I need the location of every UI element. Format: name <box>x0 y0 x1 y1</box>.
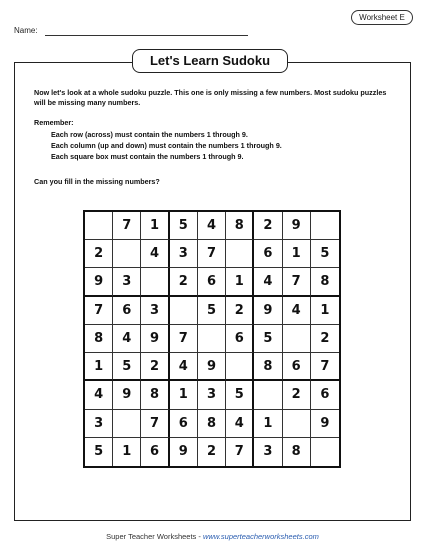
sudoku-cell: 9 <box>283 212 311 240</box>
sudoku-cell: 7 <box>198 240 226 268</box>
sudoku-cell: 3 <box>254 438 282 466</box>
worksheet-badge: Worksheet E <box>351 10 413 25</box>
sudoku-cell: 2 <box>85 240 113 268</box>
page-title: Let's Learn Sudoku <box>132 49 288 73</box>
rule-item: Each square box must contain the numbers 1 through 9. <box>51 152 244 161</box>
sudoku-cell: 2 <box>170 268 198 296</box>
sudoku-empty-cell[interactable] <box>226 240 254 268</box>
sudoku-cell: 4 <box>85 381 113 409</box>
sudoku-cell: 1 <box>85 353 113 381</box>
sudoku-cell: 8 <box>254 353 282 381</box>
sudoku-empty-cell[interactable] <box>113 410 141 438</box>
sudoku-cell: 4 <box>113 325 141 353</box>
question-text: Can you fill in the missing numbers? <box>34 177 160 186</box>
footer-brand: Super Teacher Worksheets <box>106 532 197 541</box>
sudoku-cell: 1 <box>283 240 311 268</box>
sudoku-cell: 1 <box>170 381 198 409</box>
sudoku-cell: 2 <box>283 381 311 409</box>
sudoku-cell: 6 <box>170 410 198 438</box>
sudoku-empty-cell[interactable] <box>283 325 311 353</box>
sudoku-empty-cell[interactable] <box>283 410 311 438</box>
sudoku-cell: 5 <box>170 212 198 240</box>
name-label: Name: <box>14 26 38 35</box>
sudoku-cell: 4 <box>226 410 254 438</box>
sudoku-empty-cell[interactable] <box>198 325 226 353</box>
sudoku-cell: 8 <box>198 410 226 438</box>
sudoku-cell: 6 <box>113 297 141 325</box>
sudoku-cell: 5 <box>113 353 141 381</box>
sudoku-cell: 8 <box>226 212 254 240</box>
footer-url[interactable]: www.superteacherworksheets.com <box>202 532 319 541</box>
sudoku-cell: 2 <box>254 212 282 240</box>
rule-item: Each column (up and down) must contain the numbers 1 through 9. <box>51 141 282 150</box>
intro-text: Now let's look at a whole sudoku puzzle. This one is only missing a few numbers. Most sudoku puzzles will be missing many numbers. <box>34 88 387 107</box>
sudoku-cell: 9 <box>254 297 282 325</box>
sudoku-cell: 9 <box>113 381 141 409</box>
rules-list <box>51 129 282 162</box>
sudoku-cell: 7 <box>113 212 141 240</box>
sudoku-cell: 1 <box>254 410 282 438</box>
sudoku-cell: 4 <box>283 297 311 325</box>
sudoku-cell: 9 <box>141 325 169 353</box>
sudoku-cell: 6 <box>141 438 169 466</box>
sudoku-cell: 4 <box>254 268 282 296</box>
sudoku-cell: 6 <box>311 381 339 409</box>
sudoku-cell: 4 <box>198 212 226 240</box>
sudoku-cell: 9 <box>198 353 226 381</box>
sudoku-cell: 7 <box>170 325 198 353</box>
sudoku-cell: 8 <box>85 325 113 353</box>
sudoku-cell: 2 <box>226 297 254 325</box>
sudoku-cell: 1 <box>141 212 169 240</box>
sudoku-cell: 7 <box>141 410 169 438</box>
sudoku-cell: 9 <box>85 268 113 296</box>
sudoku-cell: 7 <box>85 297 113 325</box>
sudoku-cell: 9 <box>311 410 339 438</box>
sudoku-cell: 1 <box>226 268 254 296</box>
sudoku-empty-cell[interactable] <box>141 268 169 296</box>
sudoku-cell: 2 <box>311 325 339 353</box>
sudoku-cell: 3 <box>113 268 141 296</box>
sudoku-cell: 4 <box>141 240 169 268</box>
sudoku-cell: 5 <box>311 240 339 268</box>
sudoku-cell: 5 <box>198 297 226 325</box>
sudoku-cell: 5 <box>226 381 254 409</box>
sudoku-empty-cell[interactable] <box>311 438 339 466</box>
sudoku-cell: 5 <box>85 438 113 466</box>
sudoku-cell: 3 <box>85 410 113 438</box>
remember-heading: Remember: <box>34 118 74 127</box>
sudoku-cell: 5 <box>254 325 282 353</box>
sudoku-cell: 8 <box>141 381 169 409</box>
sudoku-cell: 6 <box>226 325 254 353</box>
sudoku-cell: 6 <box>254 240 282 268</box>
sudoku-cell: 2 <box>198 438 226 466</box>
footer-separator: - <box>196 532 203 541</box>
sudoku-cell: 7 <box>311 353 339 381</box>
sudoku-cell: 3 <box>198 381 226 409</box>
sudoku-cell: 1 <box>311 297 339 325</box>
sudoku-cell: 8 <box>311 268 339 296</box>
footer <box>0 532 425 541</box>
sudoku-cell: 9 <box>170 438 198 466</box>
sudoku-cell: 2 <box>141 353 169 381</box>
sudoku-empty-cell[interactable] <box>254 381 282 409</box>
sudoku-cell: 8 <box>283 438 311 466</box>
sudoku-empty-cell[interactable] <box>85 212 113 240</box>
sudoku-empty-cell[interactable] <box>226 353 254 381</box>
sudoku-cell: 7 <box>226 438 254 466</box>
sudoku-cell: 6 <box>198 268 226 296</box>
sudoku-empty-cell[interactable] <box>170 297 198 325</box>
sudoku-cell: 1 <box>113 438 141 466</box>
sudoku-cell: 6 <box>283 353 311 381</box>
sudoku-cell: 4 <box>170 353 198 381</box>
sudoku-grid <box>83 210 341 468</box>
rule-item: Each row (across) must contain the numbers 1 through 9. <box>51 130 248 139</box>
sudoku-empty-cell[interactable] <box>113 240 141 268</box>
name-field[interactable] <box>45 35 248 36</box>
sudoku-cell: 3 <box>170 240 198 268</box>
sudoku-cell: 3 <box>141 297 169 325</box>
sudoku-empty-cell[interactable] <box>311 212 339 240</box>
sudoku-cell: 7 <box>283 268 311 296</box>
